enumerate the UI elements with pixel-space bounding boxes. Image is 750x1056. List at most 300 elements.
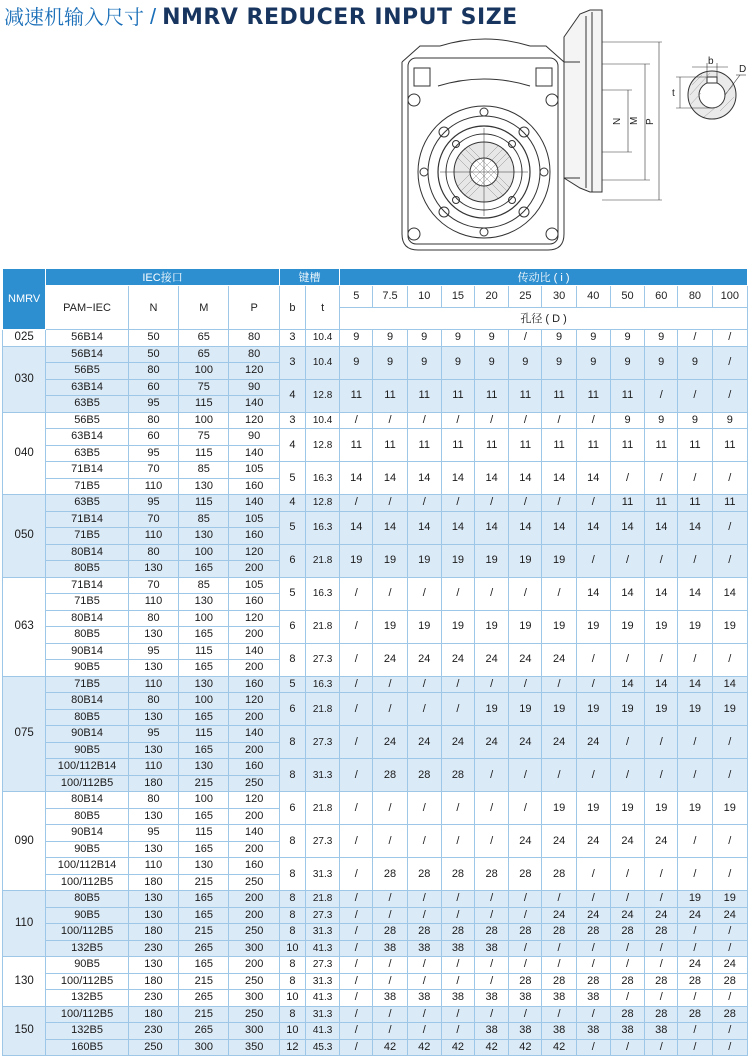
p-cell: 300 (229, 940, 279, 957)
n-cell: 130 (128, 808, 178, 825)
input-size-table (2, 268, 748, 1056)
bore-cell: 24 (542, 907, 576, 924)
bore-cell: 11 (576, 379, 610, 412)
bore-cell: / (509, 676, 542, 693)
p-cell: 200 (229, 907, 279, 924)
bore-cell: 38 (610, 1023, 644, 1040)
bore-cell: / (509, 940, 542, 957)
bore-cell: / (712, 990, 747, 1007)
p-cell: 140 (229, 726, 279, 743)
header-ratio-value: 10 (407, 286, 441, 308)
keyway-t-cell: 31.3 (305, 858, 339, 891)
p-cell: 120 (229, 412, 279, 429)
table-row (3, 1039, 748, 1056)
model-cell: 030 (3, 346, 46, 412)
bore-cell: 9 (678, 412, 712, 429)
bore-cell: / (678, 858, 712, 891)
keyway-label-d: D (739, 64, 747, 75)
bore-cell: 19 (542, 544, 576, 577)
keyway-t-cell: 27.3 (305, 825, 339, 858)
bore-cell: 38 (475, 990, 509, 1007)
bore-cell: / (441, 676, 474, 693)
bore-cell: 19 (610, 792, 644, 825)
bore-cell: 24 (509, 825, 542, 858)
m-cell: 130 (179, 676, 229, 693)
bore-cell: / (373, 676, 407, 693)
keyway-b-cell: 8 (279, 891, 305, 908)
p-cell: 120 (229, 792, 279, 809)
bore-cell: 24 (712, 957, 747, 974)
bore-cell: / (610, 940, 644, 957)
bore-cell: / (407, 412, 441, 429)
keyway-b-cell: 8 (279, 924, 305, 941)
header-p: P (229, 286, 279, 330)
bore-cell: 28 (576, 924, 610, 941)
n-cell: 130 (128, 907, 178, 924)
bore-cell: 11 (340, 429, 373, 462)
m-cell: 215 (179, 874, 229, 891)
bore-cell: / (407, 495, 441, 512)
dim-label-p: P (645, 118, 656, 125)
p-cell: 90 (229, 379, 279, 396)
bore-cell: / (407, 825, 441, 858)
m-cell: 165 (179, 709, 229, 726)
bore-cell: 14 (678, 676, 712, 693)
bore-cell: / (576, 891, 610, 908)
bore-cell: / (509, 495, 542, 512)
bore-cell: 38 (407, 940, 441, 957)
keyway-b-cell: 8 (279, 825, 305, 858)
bore-cell: 19 (373, 610, 407, 643)
pam-iec-cell: 56B14 (46, 346, 129, 363)
m-cell: 130 (179, 594, 229, 611)
pam-iec-cell: 100/112B14 (46, 858, 129, 875)
m-cell: 115 (179, 726, 229, 743)
bore-cell: 38 (509, 990, 542, 1007)
bore-cell: / (509, 412, 542, 429)
bore-cell: 11 (610, 495, 644, 512)
table-row (3, 330, 748, 347)
n-cell: 60 (128, 379, 178, 396)
keyway-t-cell: 31.3 (305, 1006, 339, 1023)
header-m: M (179, 286, 229, 330)
header-iec: IEC接口 (46, 269, 280, 286)
keyway-b-cell: 8 (279, 957, 305, 974)
bore-cell: 24 (610, 825, 644, 858)
p-cell: 120 (229, 610, 279, 627)
keyway-b-cell: 8 (279, 858, 305, 891)
pam-iec-cell: 80B5 (46, 808, 129, 825)
m-cell: 65 (179, 346, 229, 363)
p-cell: 105 (229, 462, 279, 479)
bore-cell: 14 (542, 511, 576, 544)
bore-cell: / (610, 759, 644, 792)
header-ratio-value: 20 (475, 286, 509, 308)
bore-cell: 19 (712, 891, 747, 908)
p-cell: 120 (229, 363, 279, 380)
table-row (3, 825, 748, 842)
bore-cell: 9 (610, 330, 644, 347)
m-cell: 65 (179, 330, 229, 347)
table-row (3, 346, 748, 363)
bore-cell: 19 (475, 610, 509, 643)
model-cell: 110 (3, 891, 46, 957)
bore-cell: / (678, 825, 712, 858)
bore-cell: 19 (645, 693, 678, 726)
keyway-b-cell: 10 (279, 1023, 305, 1040)
bore-cell: 11 (373, 429, 407, 462)
bore-cell: / (678, 726, 712, 759)
keyway-t-cell: 41.3 (305, 990, 339, 1007)
p-cell: 200 (229, 891, 279, 908)
bore-cell: / (678, 379, 712, 412)
bore-cell: 38 (475, 940, 509, 957)
bore-cell: / (509, 891, 542, 908)
bore-cell: / (340, 825, 373, 858)
bore-cell: 28 (407, 858, 441, 891)
keyway-t-cell: 12.8 (305, 429, 339, 462)
bore-cell: 9 (340, 346, 373, 379)
bore-cell: / (441, 1023, 474, 1040)
bore-cell: 19 (542, 693, 576, 726)
header-ratio-value: 15 (441, 286, 474, 308)
bore-cell: / (712, 726, 747, 759)
bore-cell: / (407, 693, 441, 726)
bore-cell: / (407, 891, 441, 908)
keyway-b-cell: 3 (279, 412, 305, 429)
bore-cell: 11 (373, 379, 407, 412)
bore-cell: 42 (373, 1039, 407, 1056)
pam-iec-cell: 80B5 (46, 709, 129, 726)
n-cell: 180 (128, 775, 178, 792)
bore-cell: / (475, 1006, 509, 1023)
bore-cell: / (475, 907, 509, 924)
keyway-t-cell: 31.3 (305, 924, 339, 941)
p-cell: 250 (229, 1006, 279, 1023)
n-cell: 110 (128, 528, 178, 545)
bore-cell: / (576, 759, 610, 792)
n-cell: 130 (128, 660, 178, 677)
bore-cell: 38 (441, 990, 474, 1007)
keyway-b-cell: 6 (279, 544, 305, 577)
bore-cell: 24 (542, 643, 576, 676)
n-cell: 60 (128, 429, 178, 446)
header-ratio-value: 80 (678, 286, 712, 308)
bore-cell: 11 (542, 379, 576, 412)
bore-cell: 19 (441, 610, 474, 643)
m-cell: 265 (179, 990, 229, 1007)
bore-cell: / (475, 759, 509, 792)
p-cell: 80 (229, 330, 279, 347)
bore-cell: 9 (407, 330, 441, 347)
bore-cell: 28 (712, 1006, 747, 1023)
bore-cell: 9 (712, 412, 747, 429)
bore-cell: / (509, 1006, 542, 1023)
p-cell: 300 (229, 1023, 279, 1040)
m-cell: 165 (179, 907, 229, 924)
p-cell: 105 (229, 577, 279, 594)
pam-iec-cell: 56B14 (46, 330, 129, 347)
pam-iec-cell: 56B5 (46, 363, 129, 380)
bore-cell: 11 (610, 379, 644, 412)
bore-cell: 9 (542, 346, 576, 379)
header-ratio: 传动比 ( i ) (340, 269, 748, 286)
p-cell: 160 (229, 594, 279, 611)
bore-cell: 38 (576, 1023, 610, 1040)
header-ratio-value: 60 (645, 286, 678, 308)
bore-cell: 11 (678, 429, 712, 462)
p-cell: 160 (229, 676, 279, 693)
bore-cell: / (610, 643, 644, 676)
pam-iec-cell: 63B14 (46, 429, 129, 446)
pam-iec-cell: 71B14 (46, 577, 129, 594)
bore-cell: / (373, 891, 407, 908)
bore-cell: 28 (678, 1006, 712, 1023)
bore-cell: / (340, 940, 373, 957)
title-separator: / (150, 4, 157, 29)
bore-cell: 38 (645, 1023, 678, 1040)
pam-iec-cell: 71B5 (46, 676, 129, 693)
bore-cell: 38 (441, 940, 474, 957)
bore-cell: 24 (576, 726, 610, 759)
bore-cell: 19 (542, 792, 576, 825)
bore-cell: / (576, 1039, 610, 1056)
n-cell: 130 (128, 891, 178, 908)
pam-iec-cell: 132B5 (46, 940, 129, 957)
keyway-b-cell: 8 (279, 726, 305, 759)
m-cell: 100 (179, 363, 229, 380)
p-cell: 140 (229, 445, 279, 462)
bore-cell: 19 (340, 544, 373, 577)
bore-cell: 11 (441, 429, 474, 462)
bore-cell: / (407, 792, 441, 825)
bore-cell: 19 (712, 610, 747, 643)
bore-cell: / (712, 759, 747, 792)
table-row (3, 907, 748, 924)
bore-cell: / (407, 676, 441, 693)
bore-cell: / (678, 990, 712, 1007)
bore-cell: 38 (373, 940, 407, 957)
bore-cell: 11 (712, 429, 747, 462)
n-cell: 70 (128, 577, 178, 594)
keyway-t-cell: 45.3 (305, 1039, 339, 1056)
keyway-t-cell: 16.3 (305, 511, 339, 544)
bore-cell: 42 (475, 1039, 509, 1056)
m-cell: 265 (179, 1023, 229, 1040)
keyway-t-cell: 27.3 (305, 726, 339, 759)
table-row (3, 577, 748, 594)
keyway-b-cell: 8 (279, 643, 305, 676)
m-cell: 115 (179, 643, 229, 660)
header-ratio-value: 50 (610, 286, 644, 308)
bore-cell: 19 (712, 792, 747, 825)
bore-cell: 14 (407, 511, 441, 544)
bore-cell: 38 (475, 1023, 509, 1040)
bore-cell: 19 (645, 610, 678, 643)
bore-cell: 14 (645, 511, 678, 544)
bore-cell: 24 (678, 957, 712, 974)
bore-cell: / (712, 940, 747, 957)
p-cell: 200 (229, 957, 279, 974)
bore-cell: 19 (645, 792, 678, 825)
table-row (3, 924, 748, 941)
bore-cell: / (645, 990, 678, 1007)
bore-cell: / (475, 495, 509, 512)
bore-cell: / (340, 495, 373, 512)
keyway-b-cell: 3 (279, 330, 305, 347)
bore-cell: 28 (407, 924, 441, 941)
bore-cell: / (712, 825, 747, 858)
bore-cell: 11 (509, 379, 542, 412)
keyway-b-cell: 12 (279, 1039, 305, 1056)
m-cell: 165 (179, 841, 229, 858)
bore-cell: / (475, 676, 509, 693)
p-cell: 80 (229, 346, 279, 363)
m-cell: 215 (179, 775, 229, 792)
n-cell: 110 (128, 594, 178, 611)
p-cell: 200 (229, 660, 279, 677)
bore-cell: 28 (645, 973, 678, 990)
bore-cell: 9 (610, 412, 644, 429)
bore-cell: 38 (542, 990, 576, 1007)
n-cell: 230 (128, 990, 178, 1007)
bore-cell: / (475, 412, 509, 429)
p-cell: 200 (229, 841, 279, 858)
pam-iec-cell: 63B5 (46, 396, 129, 413)
bore-cell: 38 (407, 990, 441, 1007)
bore-cell: 24 (475, 726, 509, 759)
title-chinese: 减速机输入尺寸 (4, 5, 144, 29)
m-cell: 165 (179, 561, 229, 578)
keyway-t-cell: 10.4 (305, 346, 339, 379)
bore-cell: 14 (509, 511, 542, 544)
p-cell: 140 (229, 495, 279, 512)
bore-cell: 28 (610, 924, 644, 941)
bore-cell: / (373, 957, 407, 974)
bore-cell: 9 (645, 330, 678, 347)
bore-cell: 14 (645, 676, 678, 693)
table-row (3, 858, 748, 875)
bore-cell: 11 (542, 429, 576, 462)
bore-cell: / (645, 891, 678, 908)
pam-iec-cell: 90B5 (46, 907, 129, 924)
m-cell: 130 (179, 858, 229, 875)
bore-cell: / (340, 1006, 373, 1023)
title-english: NMRV REDUCER INPUT SIZE (162, 5, 518, 30)
bore-cell: 19 (678, 610, 712, 643)
n-cell: 110 (128, 759, 178, 776)
n-cell: 70 (128, 462, 178, 479)
table-row (3, 693, 748, 710)
p-cell: 250 (229, 775, 279, 792)
bore-cell: / (475, 973, 509, 990)
bore-cell: 14 (475, 511, 509, 544)
bore-cell: 11 (712, 495, 747, 512)
bore-cell: / (645, 643, 678, 676)
bore-cell: / (509, 759, 542, 792)
bore-cell: 9 (645, 346, 678, 379)
bore-cell: 9 (475, 330, 509, 347)
header-t: t (305, 286, 339, 330)
n-cell: 95 (128, 726, 178, 743)
n-cell: 80 (128, 363, 178, 380)
keyway-b-cell: 8 (279, 1006, 305, 1023)
n-cell: 180 (128, 973, 178, 990)
keyway-t-cell: 16.3 (305, 676, 339, 693)
bore-cell: / (340, 792, 373, 825)
bore-cell: / (441, 577, 474, 610)
n-cell: 130 (128, 841, 178, 858)
pam-iec-cell: 63B5 (46, 495, 129, 512)
table-row (3, 973, 748, 990)
bore-cell: / (645, 462, 678, 495)
bore-cell: / (610, 1039, 644, 1056)
bore-cell: 28 (610, 973, 644, 990)
pam-iec-cell: 132B5 (46, 1023, 129, 1040)
keyway-t-cell: 16.3 (305, 462, 339, 495)
bore-cell: 19 (441, 544, 474, 577)
n-cell: 50 (128, 346, 178, 363)
bore-cell: / (340, 577, 373, 610)
bore-cell: / (678, 759, 712, 792)
bore-cell: / (576, 957, 610, 974)
reducer-drawing (380, 2, 665, 264)
keyway-t-cell: 31.3 (305, 759, 339, 792)
bore-cell: 19 (610, 693, 644, 726)
bore-cell: / (441, 1006, 474, 1023)
model-cell: 150 (3, 1006, 46, 1056)
table-row (3, 792, 748, 809)
bore-cell: 24 (645, 907, 678, 924)
table-row (3, 891, 748, 908)
bore-cell: 24 (475, 643, 509, 676)
bore-cell: 11 (340, 379, 373, 412)
p-cell: 350 (229, 1039, 279, 1056)
p-cell: 250 (229, 874, 279, 891)
bore-cell: / (407, 1006, 441, 1023)
bore-cell: / (509, 792, 542, 825)
model-cell: 075 (3, 676, 46, 792)
bore-cell: 19 (678, 891, 712, 908)
bore-cell: 28 (373, 858, 407, 891)
bore-cell: / (475, 891, 509, 908)
bore-cell: / (340, 1023, 373, 1040)
p-cell: 140 (229, 396, 279, 413)
m-cell: 100 (179, 610, 229, 627)
keyway-t-cell: 31.3 (305, 973, 339, 990)
p-cell: 90 (229, 429, 279, 446)
bore-cell: / (610, 544, 644, 577)
bore-cell: / (441, 412, 474, 429)
p-cell: 140 (229, 643, 279, 660)
pam-iec-cell: 71B5 (46, 478, 129, 495)
bore-cell: / (441, 907, 474, 924)
bore-cell: / (645, 858, 678, 891)
n-cell: 70 (128, 511, 178, 528)
bore-cell: 14 (373, 511, 407, 544)
bore-cell: 9 (373, 346, 407, 379)
pam-iec-cell: 90B14 (46, 726, 129, 743)
bore-cell: 28 (542, 973, 576, 990)
bore-cell: / (610, 957, 644, 974)
bore-cell: / (340, 907, 373, 924)
keyway-b-cell: 6 (279, 610, 305, 643)
bore-cell: 14 (340, 511, 373, 544)
m-cell: 215 (179, 1006, 229, 1023)
p-cell: 140 (229, 825, 279, 842)
n-cell: 130 (128, 561, 178, 578)
bore-cell: / (509, 330, 542, 347)
